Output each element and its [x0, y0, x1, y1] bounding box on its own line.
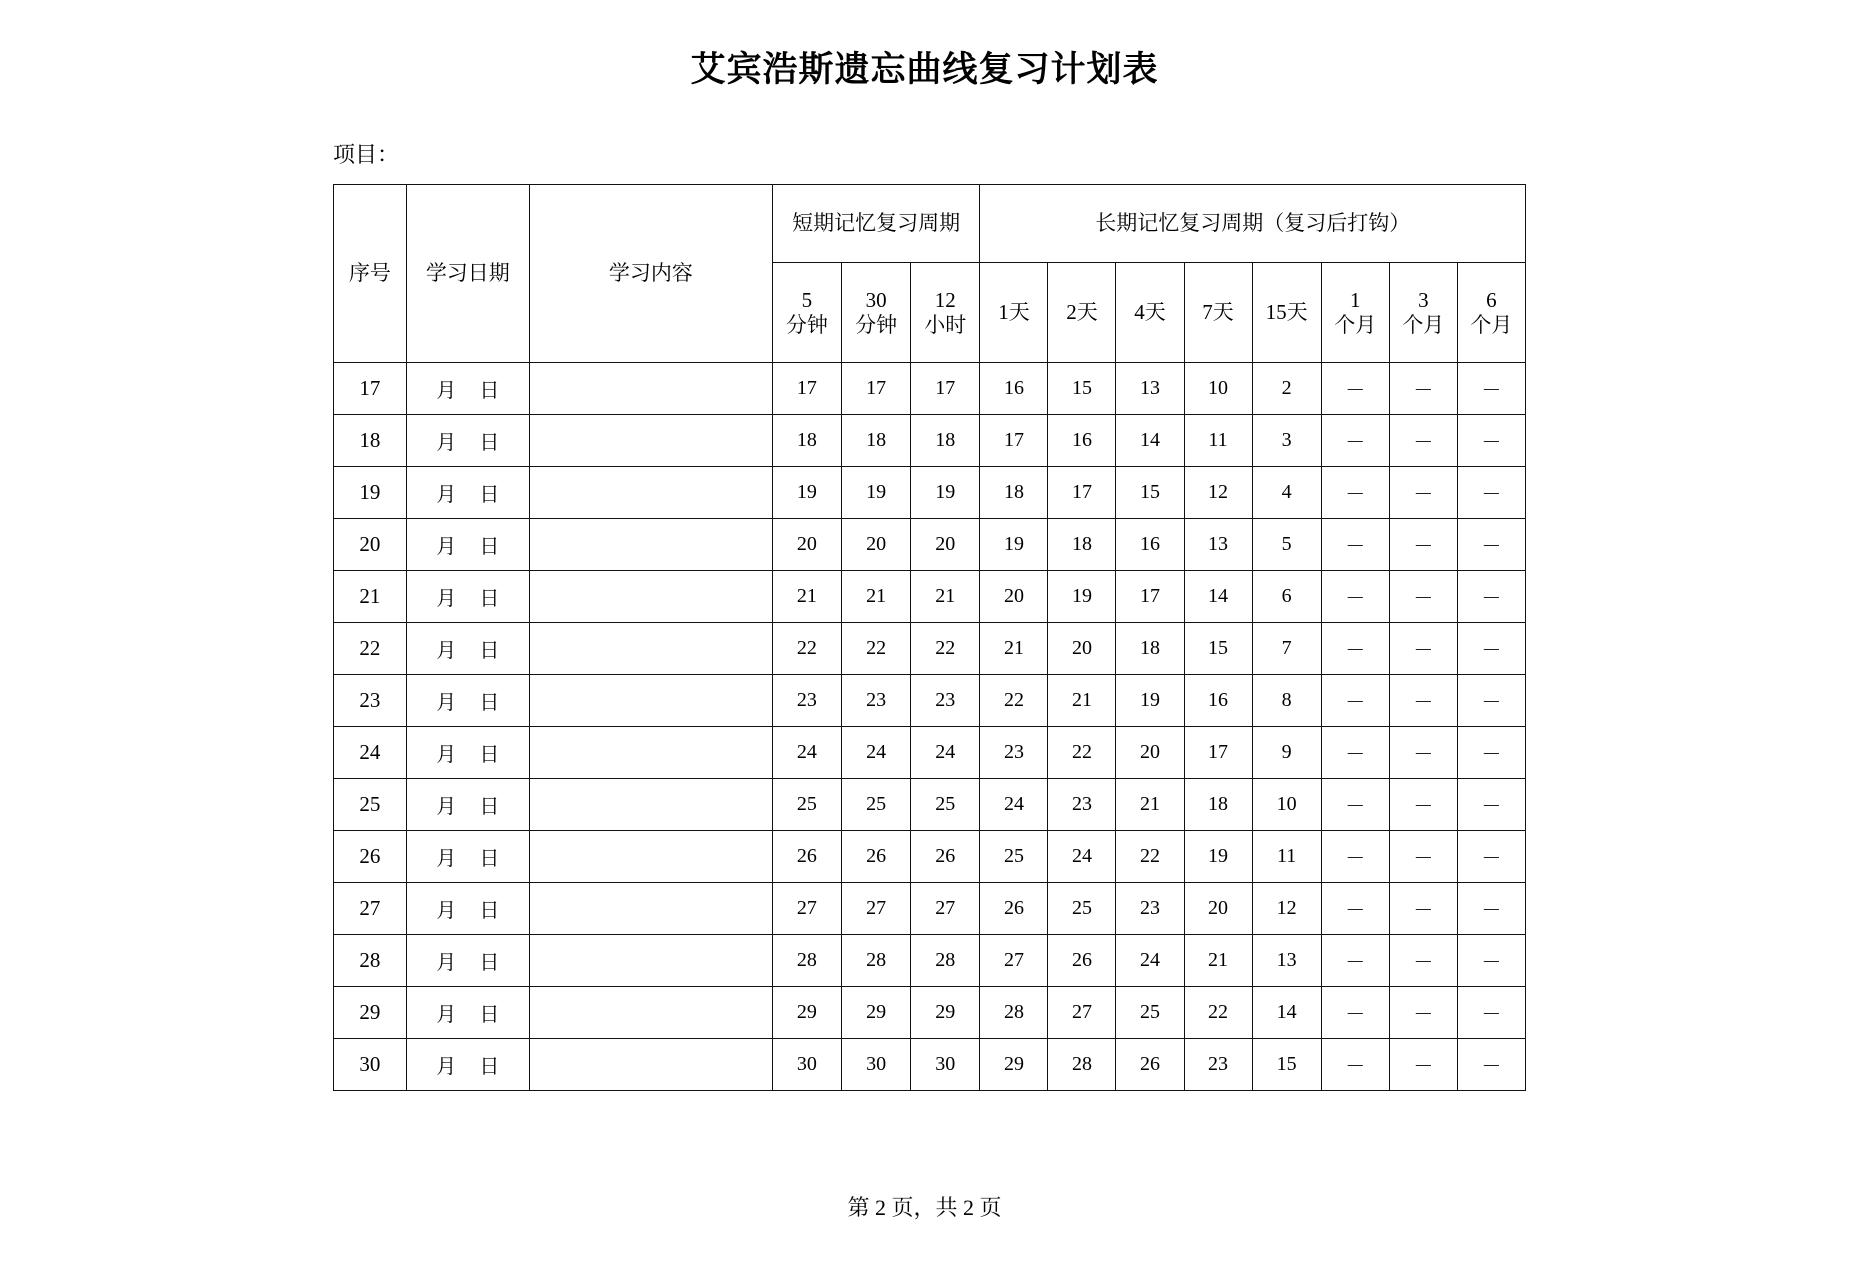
cell-15day[interactable]: 9 [1252, 727, 1321, 779]
cell-seq: 24 [334, 727, 407, 779]
cell-5min[interactable]: 27 [772, 883, 841, 935]
cell-15day[interactable]: 15 [1252, 1039, 1321, 1091]
cell-1month[interactable]: － [1321, 831, 1389, 883]
header-content: 学习内容 [529, 185, 772, 363]
cell-5min[interactable]: 22 [772, 623, 841, 675]
cell-5min[interactable]: 17 [772, 363, 841, 415]
cell-study-date[interactable] [406, 1039, 529, 1091]
cell-seq: 19 [334, 467, 407, 519]
cell-7day[interactable]: 10 [1184, 363, 1252, 415]
cell-15day[interactable]: 14 [1252, 987, 1321, 1039]
cell-12hour[interactable]: 28 [911, 935, 980, 987]
date-day-label: 日 [479, 848, 500, 870]
cell-1month[interactable]: － [1321, 623, 1389, 675]
cell-7day[interactable]: 13 [1184, 519, 1252, 571]
cell-4day[interactable]: 17 [1116, 571, 1184, 623]
header-date: 学习日期 [406, 185, 529, 363]
cell-1day[interactable]: 18 [980, 467, 1048, 519]
cell-2day[interactable]: 21 [1048, 675, 1116, 727]
cell-study-date[interactable] [406, 987, 529, 1039]
date-day-label: 日 [479, 1004, 500, 1026]
cell-5min[interactable]: 19 [772, 467, 841, 519]
cell-3month[interactable]: － [1389, 831, 1457, 883]
cell-seq: 25 [334, 779, 407, 831]
cell-6month[interactable]: － [1457, 779, 1525, 831]
table-row [334, 519, 1526, 571]
cell-study-date[interactable] [406, 363, 529, 415]
header-interval-6month-line2: 个月 [1470, 312, 1513, 337]
date-day-label: 日 [479, 692, 500, 714]
cell-study-date[interactable] [406, 831, 529, 883]
cell-7day[interactable]: 23 [1184, 1039, 1252, 1091]
cell-5min[interactable]: 21 [772, 571, 841, 623]
cell-15day[interactable]: 10 [1252, 779, 1321, 831]
date-day-label: 日 [479, 1056, 500, 1078]
page-footer: 第 2 页，共 2 页 [847, 1195, 1002, 1220]
date-day-label: 日 [479, 640, 500, 662]
cell-4day[interactable]: 22 [1116, 831, 1184, 883]
cell-15day[interactable]: 3 [1252, 415, 1321, 467]
cell-seq: 29 [334, 987, 407, 1039]
cell-7day[interactable]: 12 [1184, 467, 1252, 519]
cell-1day[interactable]: 20 [980, 571, 1048, 623]
header-interval-1month [1321, 263, 1389, 363]
cell-7day[interactable]: 21 [1184, 935, 1252, 987]
header-interval-15day [1252, 263, 1321, 363]
header-interval-5min-line1: 5 [801, 287, 813, 312]
cell-2day[interactable]: 27 [1048, 987, 1116, 1039]
header-interval-1day-line1: 1天 [998, 300, 1030, 325]
cell-study-date[interactable] [406, 519, 529, 571]
cell-study-content[interactable] [529, 1039, 772, 1091]
cell-15day[interactable]: 7 [1252, 623, 1321, 675]
date-month-label: 月 [436, 952, 457, 974]
cell-study-content[interactable] [529, 935, 772, 987]
cell-30min[interactable]: 28 [841, 935, 910, 987]
cell-seq: 17 [334, 363, 407, 415]
cell-1day[interactable]: 24 [980, 779, 1048, 831]
cell-2day[interactable]: 22 [1048, 727, 1116, 779]
cell-15day[interactable]: 8 [1252, 675, 1321, 727]
cell-1day[interactable]: 26 [980, 883, 1048, 935]
cell-seq: 21 [334, 571, 407, 623]
table-row [334, 987, 1526, 1039]
header-interval-5min-line2: 分钟 [785, 312, 828, 337]
cell-study-content[interactable] [529, 623, 772, 675]
cell-15day[interactable]: 4 [1252, 467, 1321, 519]
cell-7day[interactable]: 15 [1184, 623, 1252, 675]
cell-7day[interactable]: 20 [1184, 883, 1252, 935]
cell-6month[interactable]: － [1457, 519, 1525, 571]
cell-6month[interactable]: － [1457, 675, 1525, 727]
cell-1day[interactable]: 29 [980, 1039, 1048, 1091]
cell-2day[interactable]: 26 [1048, 935, 1116, 987]
cell-15day[interactable]: 11 [1252, 831, 1321, 883]
table-row [334, 727, 1526, 779]
cell-6month[interactable]: － [1457, 467, 1525, 519]
date-day-label: 日 [479, 900, 500, 922]
cell-3month[interactable]: － [1389, 519, 1457, 571]
cell-1day[interactable]: 19 [980, 519, 1048, 571]
date-day-label: 日 [479, 588, 500, 610]
cell-30min[interactable]: 23 [841, 675, 910, 727]
cell-30min[interactable]: 29 [841, 987, 910, 1039]
cell-study-content[interactable] [529, 675, 772, 727]
cell-1day[interactable]: 27 [980, 935, 1048, 987]
date-month-label: 月 [436, 744, 457, 766]
cell-3month[interactable]: － [1389, 1039, 1457, 1091]
cell-6month[interactable]: － [1457, 831, 1525, 883]
table-body [334, 363, 1526, 1091]
cell-4day[interactable]: 21 [1116, 779, 1184, 831]
date-day-label: 日 [479, 952, 500, 974]
cell-15day[interactable]: 13 [1252, 935, 1321, 987]
cell-2day[interactable]: 20 [1048, 623, 1116, 675]
cell-7day[interactable]: 19 [1184, 831, 1252, 883]
cell-1month[interactable]: － [1321, 779, 1389, 831]
cell-3month[interactable]: － [1389, 727, 1457, 779]
cell-1day[interactable]: 16 [980, 363, 1048, 415]
cell-7day[interactable]: 16 [1184, 675, 1252, 727]
cell-15day[interactable]: 2 [1252, 363, 1321, 415]
cell-30min[interactable]: 17 [841, 363, 910, 415]
cell-4day[interactable]: 20 [1116, 727, 1184, 779]
header-interval-7day [1184, 263, 1252, 363]
table-row [334, 467, 1526, 519]
header-interval-4day [1116, 263, 1184, 363]
cell-4day[interactable]: 24 [1116, 935, 1184, 987]
header-interval-1month-line1: 1 [1350, 287, 1361, 312]
cell-30min[interactable]: 18 [841, 415, 910, 467]
cell-7day[interactable]: 11 [1184, 415, 1252, 467]
date-month-label: 月 [436, 1004, 457, 1026]
cell-2day[interactable]: 16 [1048, 415, 1116, 467]
cell-seq: 30 [334, 1039, 407, 1091]
cell-4day[interactable]: 16 [1116, 519, 1184, 571]
cell-7day[interactable]: 14 [1184, 571, 1252, 623]
cell-5min[interactable]: 28 [772, 935, 841, 987]
cell-1day[interactable]: 23 [980, 727, 1048, 779]
date-day-label: 日 [479, 796, 500, 818]
cell-5min[interactable]: 18 [772, 415, 841, 467]
table-row [334, 623, 1526, 675]
cell-1month[interactable]: － [1321, 571, 1389, 623]
cell-15day[interactable]: 12 [1252, 883, 1321, 935]
table-row [334, 363, 1526, 415]
cell-5min[interactable]: 24 [772, 727, 841, 779]
header-interval-12hour [911, 263, 980, 363]
cell-1day[interactable]: 25 [980, 831, 1048, 883]
cell-3month[interactable]: － [1389, 675, 1457, 727]
cell-seq: 18 [334, 415, 407, 467]
date-month-label: 月 [436, 848, 457, 870]
cell-6month[interactable]: － [1457, 363, 1525, 415]
cell-4day[interactable]: 19 [1116, 675, 1184, 727]
header-interval-2day [1048, 263, 1116, 363]
header-interval-1month-line2: 个月 [1334, 312, 1377, 337]
header-short-term-group: 短期记忆复习周期 [772, 185, 980, 263]
cell-1month[interactable]: － [1321, 675, 1389, 727]
header-interval-3month [1389, 263, 1457, 363]
cell-study-date[interactable] [406, 571, 529, 623]
table-row [334, 883, 1526, 935]
cell-study-content[interactable] [529, 571, 772, 623]
cell-12hour[interactable]: 17 [911, 363, 980, 415]
cell-5min[interactable]: 25 [772, 779, 841, 831]
cell-seq: 20 [334, 519, 407, 571]
cell-5min[interactable]: 30 [772, 1039, 841, 1091]
cell-12hour[interactable]: 25 [911, 779, 980, 831]
cell-1month[interactable]: － [1321, 883, 1389, 935]
cell-2day[interactable]: 24 [1048, 831, 1116, 883]
cell-6month[interactable]: － [1457, 727, 1525, 779]
cell-2day[interactable]: 23 [1048, 779, 1116, 831]
cell-study-content[interactable] [529, 519, 772, 571]
cell-2day[interactable]: 18 [1048, 519, 1116, 571]
cell-study-content[interactable] [529, 415, 772, 467]
review-plan-table-wrapper [333, 184, 1526, 1091]
header-interval-30min-line2: 分钟 [855, 312, 898, 337]
cell-3month[interactable]: － [1389, 623, 1457, 675]
table-row [334, 415, 1526, 467]
cell-seq: 23 [334, 675, 407, 727]
date-month-label: 月 [436, 432, 457, 454]
cell-study-content[interactable] [529, 727, 772, 779]
date-day-label: 日 [479, 536, 500, 558]
cell-2day[interactable]: 19 [1048, 571, 1116, 623]
cell-1day[interactable]: 22 [980, 675, 1048, 727]
cell-study-date[interactable] [406, 467, 529, 519]
cell-3month[interactable]: － [1389, 935, 1457, 987]
cell-study-content[interactable] [529, 779, 772, 831]
cell-15day[interactable]: 6 [1252, 571, 1321, 623]
header-interval-30min [841, 263, 910, 363]
cell-2day[interactable]: 17 [1048, 467, 1116, 519]
cell-3month[interactable]: － [1389, 883, 1457, 935]
cell-study-date[interactable] [406, 675, 529, 727]
header-seq: 序号 [334, 185, 407, 363]
date-month-label: 月 [436, 588, 457, 610]
cell-7day[interactable]: 17 [1184, 727, 1252, 779]
cell-30min[interactable]: 19 [841, 467, 910, 519]
date-month-label: 月 [436, 640, 457, 662]
cell-study-content[interactable] [529, 883, 772, 935]
cell-30min[interactable]: 27 [841, 883, 910, 935]
cell-30min[interactable]: 21 [841, 571, 910, 623]
cell-4day[interactable]: 26 [1116, 1039, 1184, 1091]
cell-study-date[interactable] [406, 623, 529, 675]
cell-5min[interactable]: 26 [772, 831, 841, 883]
cell-study-content[interactable] [529, 363, 772, 415]
cell-1month[interactable]: － [1321, 987, 1389, 1039]
cell-12hour[interactable]: 26 [911, 831, 980, 883]
cell-seq: 22 [334, 623, 407, 675]
cell-6month[interactable]: － [1457, 571, 1525, 623]
cell-1day[interactable]: 28 [980, 987, 1048, 1039]
cell-4day[interactable]: 18 [1116, 623, 1184, 675]
cell-30min[interactable]: 22 [841, 623, 910, 675]
cell-study-date[interactable] [406, 727, 529, 779]
date-month-label: 月 [436, 1056, 457, 1078]
table-row [334, 1039, 1526, 1091]
cell-12hour[interactable]: 24 [911, 727, 980, 779]
cell-seq: 27 [334, 883, 407, 935]
cell-1month[interactable]: － [1321, 519, 1389, 571]
date-day-label: 日 [479, 432, 500, 454]
cell-study-content[interactable] [529, 467, 772, 519]
header-interval-6month [1457, 263, 1525, 363]
cell-3month[interactable]: － [1389, 779, 1457, 831]
cell-1month[interactable]: － [1321, 727, 1389, 779]
cell-1day[interactable]: 17 [980, 415, 1048, 467]
cell-study-content[interactable] [529, 987, 772, 1039]
cell-5min[interactable]: 20 [772, 519, 841, 571]
page-title: 艾宾浩斯遗忘曲线复习计划表 [690, 50, 1159, 89]
review-plan-table [333, 184, 1526, 1091]
cell-seq: 28 [334, 935, 407, 987]
cell-30min[interactable]: 30 [841, 1039, 910, 1091]
cell-4day[interactable]: 23 [1116, 883, 1184, 935]
cell-study-date[interactable] [406, 779, 529, 831]
table-row [334, 571, 1526, 623]
header-interval-7day-line1: 7天 [1202, 300, 1234, 325]
table-header [334, 185, 1526, 363]
header-row-group [334, 185, 1526, 263]
cell-12hour[interactable]: 21 [911, 571, 980, 623]
cell-12hour[interactable]: 29 [911, 987, 980, 1039]
project-label: 项目： [333, 142, 400, 167]
header-interval-30min-line1: 30 [865, 287, 887, 312]
header-interval-15day-line1: 15天 [1265, 300, 1308, 325]
cell-1day[interactable]: 21 [980, 623, 1048, 675]
cell-15day[interactable]: 5 [1252, 519, 1321, 571]
date-month-label: 月 [436, 380, 457, 402]
cell-1month[interactable]: － [1321, 415, 1389, 467]
cell-6month[interactable]: － [1457, 1039, 1525, 1091]
cell-3month[interactable]: － [1389, 571, 1457, 623]
header-interval-4day-line1: 4天 [1134, 300, 1166, 325]
cell-7day[interactable]: 22 [1184, 987, 1252, 1039]
table-row [334, 779, 1526, 831]
cell-6month[interactable]: － [1457, 623, 1525, 675]
header-interval-12hour-line2: 小时 [924, 312, 967, 337]
cell-study-date[interactable] [406, 935, 529, 987]
cell-2day[interactable]: 25 [1048, 883, 1116, 935]
cell-12hour[interactable]: 23 [911, 675, 980, 727]
cell-30min[interactable]: 20 [841, 519, 910, 571]
cell-7day[interactable]: 18 [1184, 779, 1252, 831]
cell-3month[interactable]: － [1389, 363, 1457, 415]
cell-12hour[interactable]: 19 [911, 467, 980, 519]
cell-study-date[interactable] [406, 883, 529, 935]
header-interval-12hour-line1: 12 [934, 287, 956, 312]
date-month-label: 月 [436, 692, 457, 714]
cell-6month[interactable]: － [1457, 987, 1525, 1039]
cell-seq: 26 [334, 831, 407, 883]
cell-study-content[interactable] [529, 831, 772, 883]
cell-1month[interactable]: － [1321, 1039, 1389, 1091]
cell-1month[interactable]: － [1321, 467, 1389, 519]
date-day-label: 日 [479, 484, 500, 506]
cell-6month[interactable]: － [1457, 935, 1525, 987]
header-interval-6month-line1: 6 [1486, 287, 1497, 312]
date-month-label: 月 [436, 536, 457, 558]
cell-3month[interactable]: － [1389, 467, 1457, 519]
cell-6month[interactable]: － [1457, 883, 1525, 935]
cell-4day[interactable]: 14 [1116, 415, 1184, 467]
table-row [334, 831, 1526, 883]
cell-12hour[interactable]: 27 [911, 883, 980, 935]
header-interval-5min [772, 263, 841, 363]
cell-2day[interactable]: 15 [1048, 363, 1116, 415]
header-interval-3month-line1: 3 [1418, 287, 1429, 312]
cell-1month[interactable]: － [1321, 935, 1389, 987]
cell-3month[interactable]: － [1389, 987, 1457, 1039]
cell-4day[interactable]: 15 [1116, 467, 1184, 519]
cell-30min[interactable]: 24 [841, 727, 910, 779]
cell-30min[interactable]: 26 [841, 831, 910, 883]
date-month-label: 月 [436, 484, 457, 506]
cell-4day[interactable]: 25 [1116, 987, 1184, 1039]
table-row [334, 675, 1526, 727]
header-long-term-group: 长期记忆复习周期（复习后打钩） [980, 185, 1526, 263]
cell-2day[interactable]: 28 [1048, 1039, 1116, 1091]
date-day-label: 日 [479, 744, 500, 766]
date-month-label: 月 [436, 900, 457, 922]
table-row [334, 935, 1526, 987]
date-day-label: 日 [479, 380, 500, 402]
header-interval-2day-line1: 2天 [1066, 300, 1098, 325]
cell-4day[interactable]: 13 [1116, 363, 1184, 415]
cell-5min[interactable]: 29 [772, 987, 841, 1039]
header-interval-1day [980, 263, 1048, 363]
cell-12hour[interactable]: 22 [911, 623, 980, 675]
cell-5min[interactable]: 23 [772, 675, 841, 727]
cell-study-date[interactable] [406, 415, 529, 467]
cell-1month[interactable]: － [1321, 363, 1389, 415]
cell-12hour[interactable]: 18 [911, 415, 980, 467]
cell-12hour[interactable]: 30 [911, 1039, 980, 1091]
cell-30min[interactable]: 25 [841, 779, 910, 831]
header-interval-3month-line2: 个月 [1402, 312, 1445, 337]
cell-12hour[interactable]: 20 [911, 519, 980, 571]
date-month-label: 月 [436, 796, 457, 818]
cell-3month[interactable]: － [1389, 415, 1457, 467]
cell-6month[interactable]: － [1457, 415, 1525, 467]
